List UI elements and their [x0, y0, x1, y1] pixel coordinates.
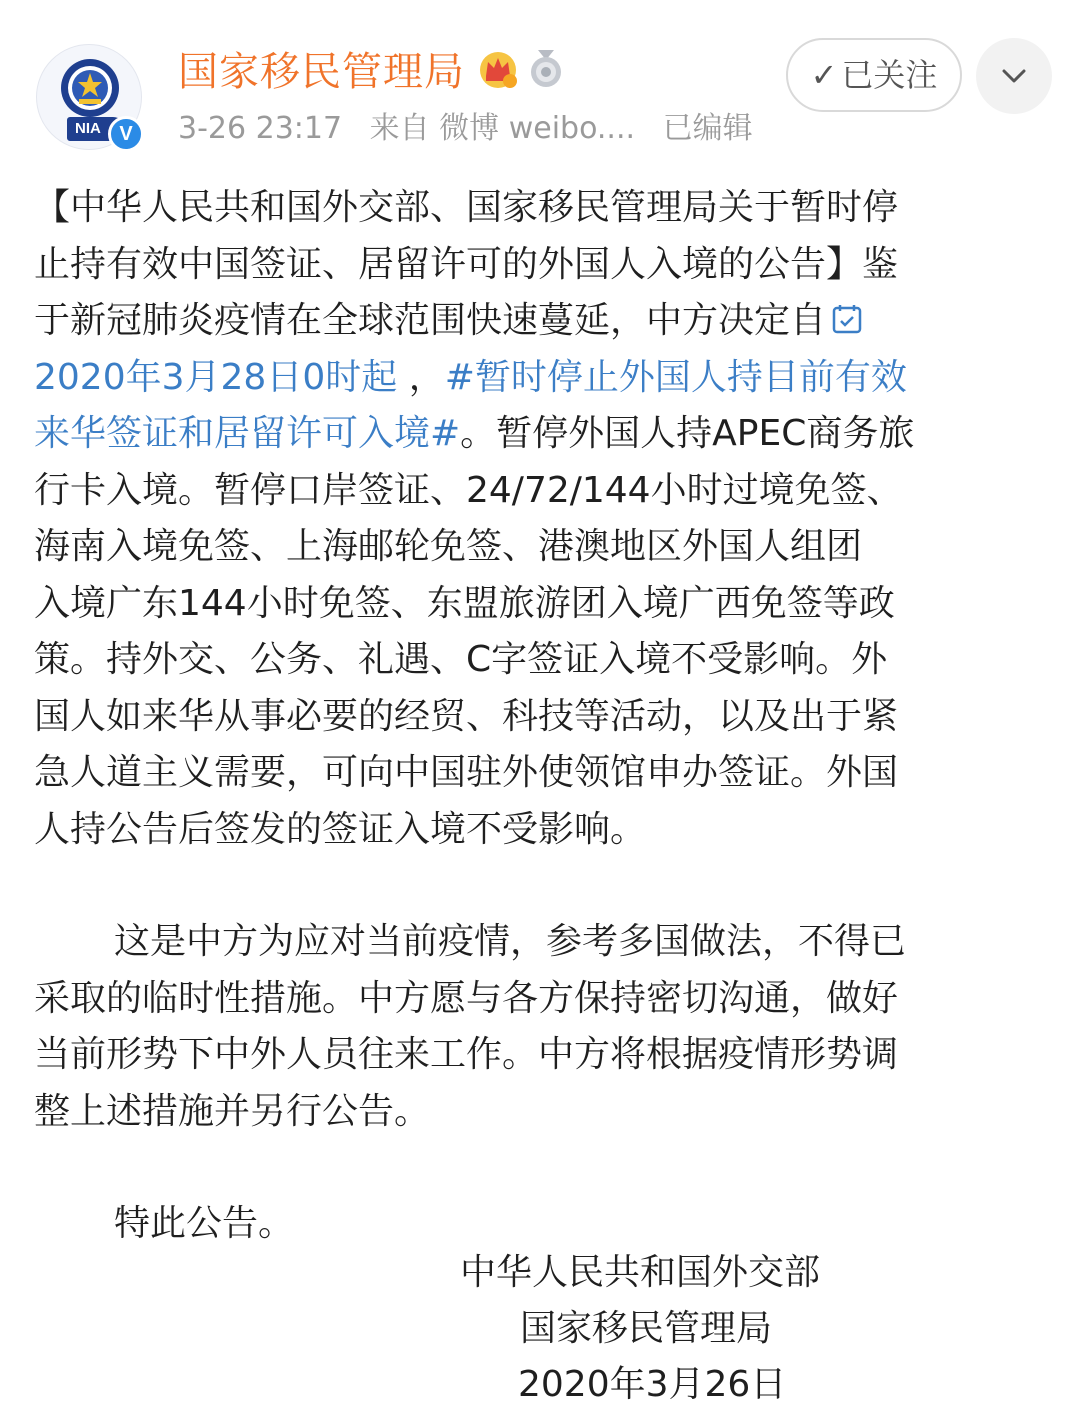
comma-text: ，	[397, 356, 445, 398]
post-line-text: 。暂停外国人持APEC商务旅	[460, 413, 915, 454]
post-line: 国人如来华从事必要的经贸、科技等活动，以及出于紧	[34, 695, 899, 737]
post-line: 这是中方为应对当前疫情，参考多国做法，不得已	[114, 921, 907, 962]
closing-line: 特此公告。	[114, 1203, 295, 1244]
post-line: 止持有效中国签证、居留许可的外国人入境的公告】鉴	[34, 243, 899, 285]
edited-label[interactable]: 已编辑	[662, 111, 753, 146]
post-timestamp: 3-26 23:17	[178, 111, 343, 146]
post-line: 当前形势下中外人员往来工作。中方将根据疫情形势调	[34, 1034, 899, 1075]
post-line: 【中华人民共和国外交部、国家移民管理局关于暂时停	[34, 187, 899, 228]
nia-tag: NIA	[67, 117, 125, 141]
post-line: 入境广东144小时免签、东盟旅游团入境广西免签等政	[34, 582, 895, 624]
post-line	[34, 293, 1044, 350]
calendar-check-icon[interactable]	[830, 302, 864, 336]
post-line: 海南入境免签、上海邮轮免签、港澳地区外国人组团	[34, 526, 863, 567]
post-meta	[178, 108, 771, 150]
date-link[interactable]: 2020年3月28日0时起	[34, 356, 398, 398]
post-line	[34, 350, 1044, 407]
post-body	[34, 180, 1044, 1253]
account-name[interactable]: 国家移民管理局	[178, 49, 465, 95]
hashtag-link[interactable]: #暂时停止外国人持目前有效	[444, 356, 907, 398]
crown-vip-icon[interactable]	[478, 48, 518, 90]
police-emblem-icon	[59, 57, 121, 119]
post-line: 行卡入境。暂停口岸签证、24/72/144小时过境免签、	[34, 469, 903, 511]
hashtag-link-continued[interactable]: 来华签证和居留许可入境#	[34, 413, 461, 454]
post-line: 急人道主义需要，可向中国驻外使领馆申办签证。外国	[34, 752, 899, 793]
signature-date: 2020年3月26日	[518, 1364, 787, 1405]
post-source[interactable]: 来自 微博 weibo....	[369, 111, 636, 146]
post-line: 采取的临时性措施。中方愿与各方保持密切沟通，做好	[34, 977, 899, 1019]
follow-label: 已关注	[841, 56, 938, 94]
paragraph-gap	[34, 858, 1044, 914]
post-line	[34, 406, 1044, 463]
chevron-down-icon	[1001, 65, 1027, 87]
post-header	[0, 0, 1080, 160]
post-line-text: 于新冠肺炎疫情在全球范围快速蔓延，中方决定自	[34, 300, 827, 341]
check-icon: ✓	[810, 56, 838, 94]
signature-agency: 国家移民管理局	[520, 1308, 773, 1349]
medal-icon[interactable]	[528, 48, 564, 90]
paragraph-gap	[34, 1140, 1044, 1196]
signature-ministry: 中华人民共和国外交部	[460, 1252, 821, 1293]
post-line: 人持公告后签发的签证入境不受影响。	[34, 808, 647, 850]
post-line: 策。持外交、公务、礼遇、C字签证入境不受影响。外	[34, 639, 888, 680]
more-options-button[interactable]	[976, 38, 1052, 114]
post-line: 整上述措施并另行公告。	[34, 1090, 431, 1132]
verified-badge-icon: V	[108, 116, 144, 152]
follow-button[interactable]	[786, 38, 962, 112]
